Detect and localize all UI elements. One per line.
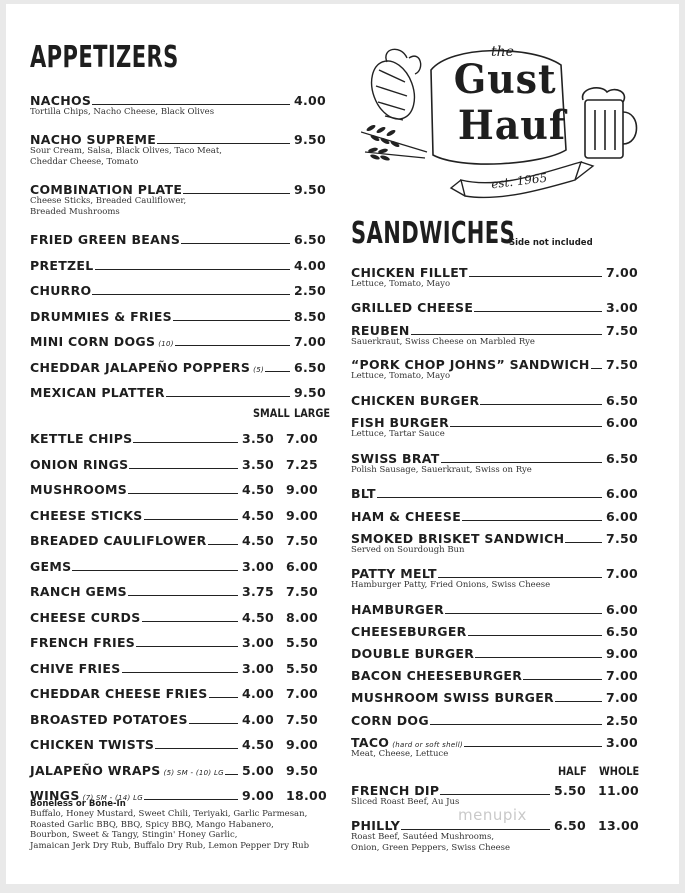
item-description: Sour Cream, Salsa, Black Olives, Taco Meat, Cheddar Cheese, Tomato (30, 146, 222, 167)
menu-item (30, 762, 326, 778)
leader-line (468, 635, 602, 636)
item-price-large: 7.00 (286, 686, 319, 701)
hops-icon (364, 49, 422, 125)
item-price-large: 9.00 (286, 482, 319, 497)
item-prices (242, 457, 326, 472)
menu-item (351, 508, 638, 524)
item-prices (242, 508, 326, 523)
item-prices (242, 482, 326, 497)
menu-item (351, 712, 638, 728)
leader-line (129, 468, 238, 469)
item-prices (242, 635, 326, 650)
item-price-small: 4.50 (242, 737, 275, 752)
wings-sub-label: Boneless or Bone-In (30, 799, 126, 809)
item-name: PHILLY (351, 818, 401, 833)
item-note: (10) (158, 340, 174, 348)
item-price-small: 4.00 (242, 712, 275, 727)
menu-item (30, 558, 326, 574)
leader-line (128, 493, 238, 494)
item-prices (242, 763, 326, 778)
leader-line (401, 829, 550, 830)
item-price-small: 3.00 (242, 635, 275, 650)
item-name: PRETZEL (30, 258, 94, 273)
item-name: FISH BURGER (351, 415, 450, 430)
item-price: 6.00 (605, 509, 638, 524)
item-prices (554, 818, 638, 833)
item-prices (242, 661, 326, 676)
leader-line (189, 723, 238, 724)
item-price: 3.00 (605, 300, 638, 315)
leader-line (183, 193, 290, 194)
item-prices (242, 610, 326, 625)
leader-line (555, 701, 602, 702)
item-name: NACHOS (30, 93, 92, 108)
item-name: CHIVE FRIES (30, 661, 121, 676)
logo-the: the (491, 44, 514, 60)
leader-line (166, 396, 290, 397)
item-description: Tortilla Chips, Nacho Cheese, Black Olives (30, 107, 215, 117)
leader-line (438, 577, 602, 578)
item-price-small: 3.00 (242, 559, 275, 574)
item-price-small: 5.00 (242, 763, 275, 778)
menu-item (30, 660, 326, 676)
item-price-large: 11.00 (598, 783, 640, 798)
leader-line (181, 243, 290, 244)
item-name: JALAPEÑO WRAPS (5) SM - (10) LG (30, 763, 224, 778)
beer-mug-icon (583, 88, 637, 158)
large-size-label: LARGE (294, 406, 331, 420)
item-price-large: 13.00 (598, 818, 640, 833)
item-price-large: 7.25 (286, 457, 319, 472)
item-name: NACHO SUPREME (30, 132, 157, 147)
menu-item (30, 333, 326, 349)
item-name: MEXICAN PLATTER (30, 385, 165, 400)
gust-hauf-logo (361, 40, 641, 200)
menu-page (6, 4, 679, 884)
menu-item (351, 530, 638, 546)
item-name: FRIED GREEN BEANS (30, 232, 181, 247)
item-name: HAM & CHEESE (351, 509, 462, 524)
logo-established: est. 1965 (490, 170, 548, 192)
leader-line (133, 442, 238, 443)
item-price: 9.00 (605, 646, 638, 661)
item-name: “PORK CHOP JOHNS” SANDWICH (351, 357, 590, 372)
item-name: BACON CHEESEBURGER (351, 668, 523, 683)
leader-line (128, 595, 238, 596)
leader-line (208, 544, 238, 545)
menu-item (30, 181, 326, 197)
item-description: Served on Sourdough Bun (351, 545, 465, 555)
item-name: CHEESEBURGER (351, 624, 467, 639)
small-size-label: SMALL (253, 406, 290, 420)
item-price: 7.50 (605, 531, 638, 546)
item-price-large: 6.00 (286, 559, 319, 574)
item-price: 6.00 (605, 602, 638, 617)
watermark: menupix (458, 806, 527, 824)
menu-item (30, 257, 326, 273)
item-price: 9.50 (293, 132, 326, 147)
item-note: (5) SM - (10) LG (163, 769, 224, 777)
item-price-large: 9.00 (286, 737, 319, 752)
item-price: 7.00 (293, 334, 326, 349)
menu-item (351, 645, 638, 661)
menu-item (351, 356, 638, 372)
item-price-small: 6.50 (554, 818, 587, 833)
menu-item (351, 392, 638, 408)
item-name: HAMBURGER (351, 602, 445, 617)
item-prices (242, 712, 326, 727)
item-description: Roast Beef, Sautéed Mushrooms, Onion, Green Peppers, Swiss Cheese (351, 832, 511, 853)
item-price: 9.50 (293, 385, 326, 400)
item-price: 4.00 (293, 258, 326, 273)
menu-item (30, 131, 326, 147)
item-price: 2.50 (605, 713, 638, 728)
leader-line (445, 613, 602, 614)
item-name: WINGS (7) SM - (14) LG (30, 788, 143, 803)
item-description: Sliced Roast Beef, Au Jus (351, 797, 460, 807)
item-price-small: 3.50 (242, 457, 275, 472)
item-price-large: 7.50 (286, 712, 319, 727)
menu-item (30, 282, 326, 298)
menu-item (30, 583, 326, 599)
side-note: Side not included (509, 238, 593, 248)
item-description: Lettuce, Tomato, Mayo (351, 279, 451, 289)
leader-line (175, 345, 290, 346)
leader-line (157, 143, 290, 144)
item-name: CHEESE CURDS (30, 610, 141, 625)
item-price: 6.50 (605, 624, 638, 639)
item-prices (242, 737, 326, 752)
item-prices (242, 584, 326, 599)
appetizers-heading: APPETIZERS (30, 40, 179, 75)
menu-item (30, 481, 326, 497)
item-price-small: 3.00 (242, 661, 275, 676)
logo-line1: Gust (453, 56, 557, 103)
item-price-small: 4.50 (242, 533, 275, 548)
leader-line (474, 311, 602, 312)
item-name: TACO (hard or soft shell) (351, 735, 463, 750)
menu-item (351, 734, 638, 750)
item-price: 6.50 (605, 451, 638, 466)
menu-item (30, 634, 326, 650)
item-price-small: 4.00 (242, 686, 275, 701)
sandwiches-heading: SANDWICHES (351, 216, 516, 251)
menu-item (30, 736, 326, 752)
item-price: 7.50 (605, 323, 638, 338)
leader-line (122, 672, 238, 673)
item-name: FRENCH DIP (351, 783, 440, 798)
item-price: 2.50 (293, 283, 326, 298)
leader-line (450, 426, 602, 427)
leader-line (136, 646, 238, 647)
item-description: Sauerkraut, Swiss Cheese on Marbled Rye (351, 337, 535, 347)
item-price-large: 9.00 (286, 508, 319, 523)
item-name: CHICKEN TWISTS (30, 737, 155, 752)
menu-item (351, 299, 638, 315)
leader-line (469, 276, 602, 277)
leader-line (92, 104, 290, 105)
menu-item (351, 322, 638, 338)
menu-item (351, 450, 638, 466)
item-price: 6.00 (605, 486, 638, 501)
leader-line (565, 542, 602, 543)
item-prices (242, 686, 326, 701)
menu-item (30, 711, 326, 727)
menu-item (351, 782, 638, 798)
whole-label: WHOLE (599, 764, 640, 778)
menu-item (30, 231, 326, 247)
item-description: Hamburger Patty, Fried Onions, Swiss Cheese (351, 580, 551, 590)
item-name: DOUBLE BURGER (351, 646, 475, 661)
item-name: PATTY MELT (351, 566, 437, 581)
item-price: 3.00 (605, 735, 638, 750)
item-name: ONION RINGS (30, 457, 129, 472)
item-price-small: 3.50 (242, 431, 275, 446)
menu-item (30, 308, 326, 324)
menu-item (351, 414, 638, 430)
wings-flavors: Buffalo, Honey Mustard, Sweet Chili, Teriyaki, Garlic Parmesan, Roasted Garlic BBQ, BBQ, Spicy BBQ, Mango Habanero, Bourbon, Sweet & Tangy, Stingin' Honey Garlic, Jamaican Jerk Dry Rub, Buffalo Dry Rub, Lemon Pepper Dry Rub (30, 809, 310, 851)
item-price: 6.50 (605, 393, 638, 408)
leader-line (142, 621, 238, 622)
item-name: KETTLE CHIPS (30, 431, 133, 446)
item-note: (7) SM - (14) LG (82, 794, 143, 802)
menu-item (30, 92, 326, 108)
item-name: DRUMMIES & FRIES (30, 309, 172, 324)
leader-line (265, 371, 290, 372)
item-description: Lettuce, Tartar Sauce (351, 429, 445, 439)
leader-line (209, 697, 238, 698)
item-prices (242, 533, 326, 548)
leader-line (475, 657, 602, 658)
leader-line (225, 774, 238, 775)
item-note: (5) (253, 366, 264, 374)
item-description: Lettuce, Tomato, Mayo (351, 371, 451, 381)
menu-item (30, 532, 326, 548)
menu-item (30, 456, 326, 472)
leader-line (173, 320, 290, 321)
item-name: CHICKEN BURGER (351, 393, 480, 408)
item-prices (242, 559, 326, 574)
menu-item (351, 667, 638, 683)
item-name: CORN DOG (351, 713, 429, 728)
item-name: CHICKEN FILLET (351, 265, 468, 280)
item-name: CHURRO (30, 283, 92, 298)
leader-line (411, 334, 602, 335)
item-name: BLT (351, 486, 376, 501)
item-name: CHEDDAR JALAPEÑO POPPERS (5) (30, 360, 264, 375)
leader-line (144, 519, 238, 520)
item-name: GRILLED CHEESE (351, 300, 474, 315)
item-price: 4.00 (293, 93, 326, 108)
leader-line (440, 794, 550, 795)
item-name: BREADED CAULIFLOWER (30, 533, 207, 548)
item-price-small: 5.50 (554, 783, 587, 798)
item-price: 6.00 (605, 415, 638, 430)
leader-line (591, 368, 602, 369)
item-price-large: 9.50 (286, 763, 319, 778)
leader-line (92, 294, 289, 295)
leader-line (441, 462, 602, 463)
item-name: MUSHROOM SWISS BURGER (351, 690, 554, 705)
item-price-small: 4.50 (242, 482, 275, 497)
item-price-large: 7.50 (286, 533, 319, 548)
item-note: (hard or soft shell) (392, 741, 463, 749)
wheat-icon (361, 124, 427, 162)
item-name: SWISS BRAT (351, 451, 440, 466)
leader-line (430, 724, 602, 725)
item-prices (242, 431, 326, 446)
leader-line (464, 746, 602, 747)
item-description: Cheese Sticks, Breaded Cauliflower, Breaded Mushrooms (30, 196, 187, 217)
menu-item (351, 601, 638, 617)
item-price: 7.00 (605, 566, 638, 581)
item-name: MUSHROOMS (30, 482, 128, 497)
item-price: 9.50 (293, 182, 326, 197)
item-price-small: 9.00 (242, 788, 275, 803)
menu-item (351, 623, 638, 639)
menu-item (351, 689, 638, 705)
leader-line (95, 269, 290, 270)
item-price: 7.00 (605, 690, 638, 705)
item-name: REUBEN (351, 323, 410, 338)
item-price: 7.00 (605, 265, 638, 280)
item-name: RANCH GEMS (30, 584, 127, 599)
item-description: Meat, Cheese, Lettuce (351, 749, 449, 759)
menu-item (30, 685, 326, 701)
item-price: 7.50 (605, 357, 638, 372)
item-name: CHEESE STICKS (30, 508, 143, 523)
item-description: Polish Sausage, Sauerkraut, Swiss on Rye (351, 465, 532, 475)
item-price-large: 5.50 (286, 661, 319, 676)
leader-line (72, 570, 238, 571)
item-prices (554, 783, 638, 798)
item-price-large: 7.00 (286, 431, 319, 446)
item-price-large: 7.50 (286, 584, 319, 599)
menu-item (351, 264, 638, 280)
menu-item (30, 430, 326, 446)
menu-item (30, 609, 326, 625)
item-price: 6.50 (293, 360, 326, 375)
item-name: BROASTED POTATOES (30, 712, 188, 727)
item-price-large: 5.50 (286, 635, 319, 650)
menu-item (30, 359, 326, 375)
item-name: COMBINATION PLATE (30, 182, 183, 197)
item-name: GEMS (30, 559, 72, 574)
item-name: MINI CORN DOGS (10) (30, 334, 174, 349)
item-price: 8.50 (293, 309, 326, 324)
item-price-large: 8.00 (286, 610, 319, 625)
item-price-small: 4.50 (242, 610, 275, 625)
item-name: CHEDDAR CHEESE FRIES (30, 686, 208, 701)
menu-item (30, 384, 326, 400)
menu-item (351, 485, 638, 501)
menu-item (30, 507, 326, 523)
logo-line2: Hauf (457, 102, 567, 149)
menu-item (351, 565, 638, 581)
leader-line (523, 679, 602, 680)
leader-line (462, 520, 602, 521)
item-price-small: 3.75 (242, 584, 275, 599)
item-price-large: 18.00 (286, 788, 328, 803)
item-price-small: 4.50 (242, 508, 275, 523)
item-prices (242, 788, 326, 803)
item-name: FRENCH FRIES (30, 635, 136, 650)
item-price: 7.00 (605, 668, 638, 683)
leader-line (155, 748, 238, 749)
leader-line (377, 497, 602, 498)
item-name: SMOKED BRISKET SANDWICH (351, 531, 565, 546)
item-price: 6.50 (293, 232, 326, 247)
half-label: HALF (558, 764, 587, 778)
leader-line (144, 799, 238, 800)
leader-line (480, 404, 602, 405)
